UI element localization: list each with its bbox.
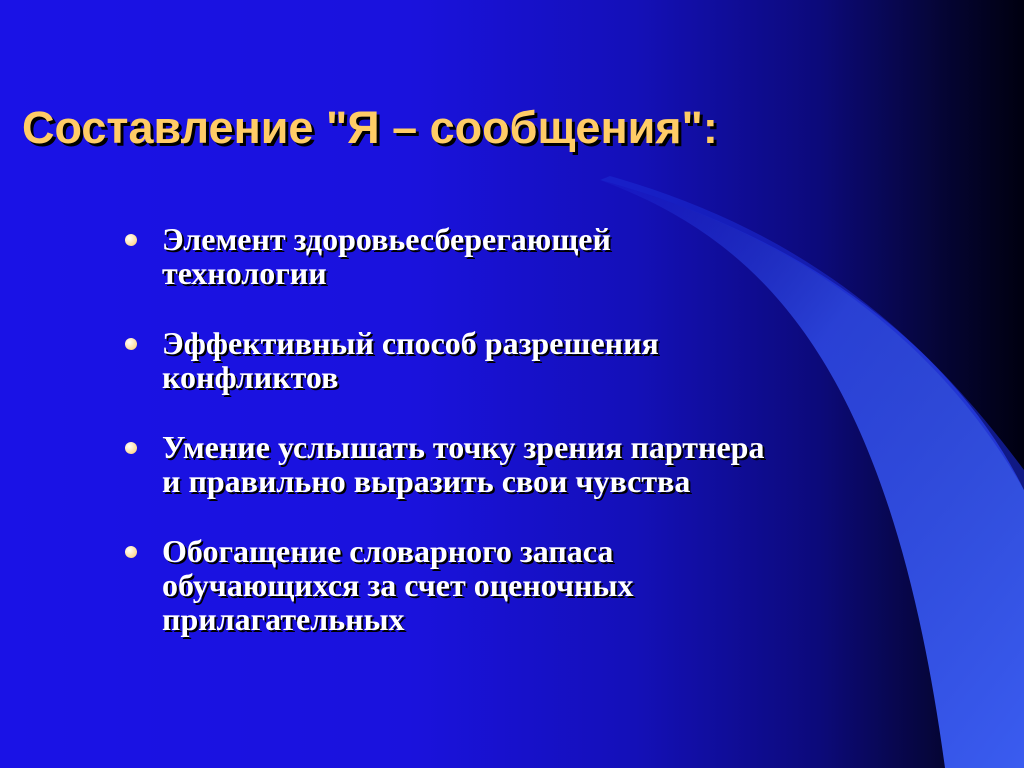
bullet-text-line: и правильно выразить свои чувства [162, 463, 691, 499]
bullet-text-line: обучающихся за счет оценочных [162, 567, 634, 603]
bullet-dot-icon [125, 546, 137, 558]
bullet-text-line: Умение услышать точку зрения партнера [162, 429, 765, 465]
bullet-item [125, 534, 925, 636]
bullet-text-line: технологии [162, 255, 327, 291]
bullet-item [125, 430, 925, 498]
bullet-text-line: Обогащение словарного запаса [162, 533, 614, 569]
bullet-text-line: Эффективный способ разрешения [162, 325, 659, 361]
bullet-text-line: прилагательных [162, 601, 405, 637]
bullet-item [125, 326, 925, 394]
bullet-text-line: конфликтов [162, 359, 339, 395]
bullet-text-line: Элемент здоровьесберегающей [162, 221, 611, 257]
bullet-dot-icon [125, 338, 137, 350]
bullet-list [125, 222, 925, 672]
bullet-item [125, 222, 925, 290]
bullet-dot-icon [125, 442, 137, 454]
slide-title: Составление "Я – сообщения": [22, 102, 718, 153]
bullet-dot-icon [125, 234, 137, 246]
